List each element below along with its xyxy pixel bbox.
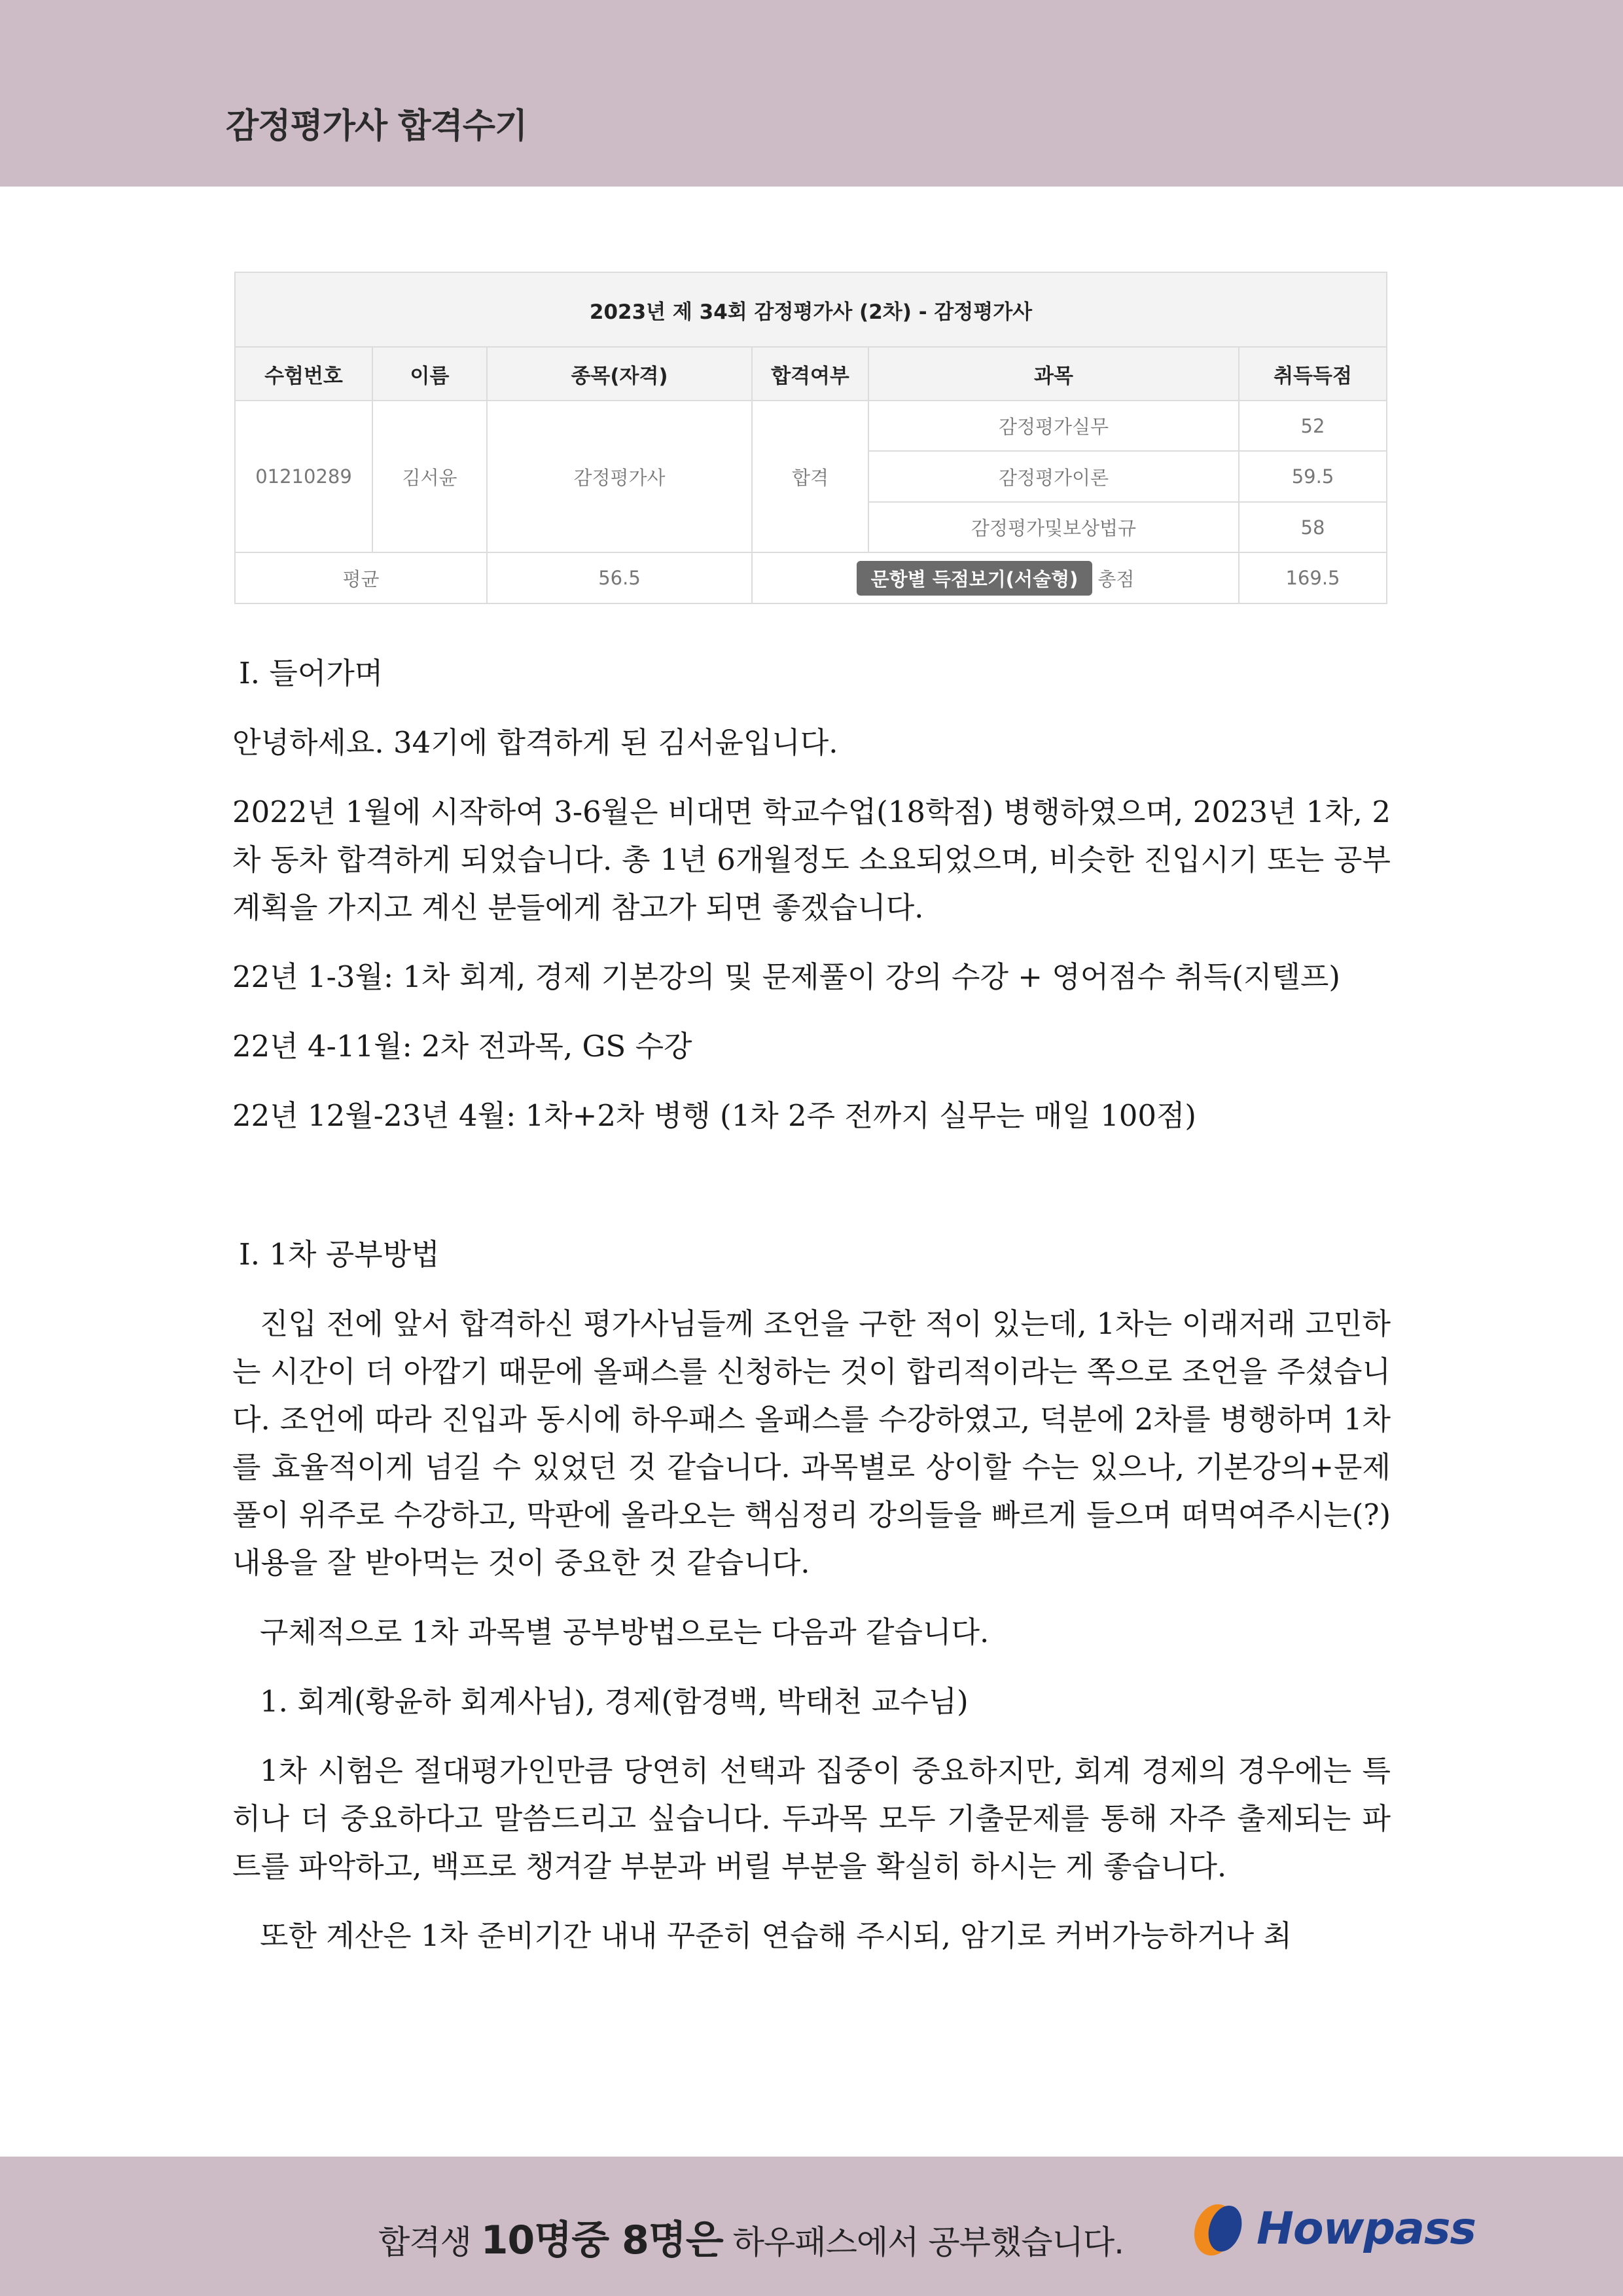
exam-category: 감정평가사: [487, 401, 752, 553]
howpass-logo[interactable]: [1186, 2196, 1476, 2261]
list-item: 1. 회계(황윤하 회계사님), 경제(함경백, 박태천 교수님): [260, 1684, 969, 1719]
subject-name: 감정평가이론: [868, 451, 1239, 502]
result-table: [234, 272, 1387, 604]
logo-wordmark: Howpass: [1257, 2202, 1476, 2255]
paragraph: 구체적으로 1차 과목별 공부방법으로는 다음과 같습니다.: [260, 1615, 990, 1649]
total-value: 169.5: [1239, 552, 1387, 603]
subject-score: 52: [1239, 401, 1387, 452]
subject-score: 58: [1239, 502, 1387, 553]
average-value: 56.5: [487, 552, 752, 603]
section-heading: Ⅰ. 1차 공부방법: [239, 1237, 440, 1272]
subject-name: 감정평가실무: [868, 401, 1239, 452]
paragraph: 22년 1-3월: 1차 회계, 경제 기본강의 및 문제풀이 강의 수강 + 영어점수 취득(지텔프): [232, 960, 1340, 994]
footer-slogan-part: 합격생: [378, 2223, 481, 2261]
column-header: 과목: [868, 347, 1239, 401]
paragraph: 또한 계산은 1차 준비기간 내내 꾸준히 연습해 주시되, 암기로 커버가능하거나 최: [260, 1918, 1293, 1953]
column-header: 합격여부: [752, 347, 868, 401]
paragraph: 진입 전에 앞서 합격하신 평가사님들께 조언을 구한 적이 있는데, 1차는 이래저래 고민하는 시간이 더 아깝기 때문에 올패스를 신청하는 것이 합리적이라는 쪽으로 조언을 주셨습니다. 조언에 따라 진입과 동시에 하우패스 올패스를 수강하였고, 덕분에 2차를 병행하며 1차를 효율적이게 넘길 수 있었던 것 같습니다. 과목별로 상이할 수는 있으나, 기본강의+문제풀이 위주로 수강하고, 막판에 올라오는 핵심정리 강의들을 빠르게 들으며 떠먹여주시는(?) 내용을 잘 받아먹는 것이 중요한 것 같습니다.: [232, 1306, 1391, 1580]
paragraph: 22년 12월-23년 4월: 1차+2차 병행 (1차 2주 전까지 실무는 매일 100점): [232, 1098, 1196, 1133]
total-label: 총점: [1097, 567, 1135, 590]
footer-slogan-part: 하우패스에서 공부했습니다.: [722, 2223, 1124, 2261]
paragraph: 1차 시험은 절대평가인만큼 당연히 선택과 집중이 중요하지만, 회계 경제의 경우에는 특히나 더 중요하다고 말씀드리고 싶습니다. 두과목 모두 기출문제를 통해 자주 출제되는 파트를 파악하고, 백프로 챙겨갈 부분과 버릴 부분을 확실히 하시는 게 좋습니다.: [232, 1753, 1391, 1884]
paragraph: 22년 4-11월: 2차 전과목, GS 수강: [232, 1029, 692, 1064]
article-body: [232, 649, 1391, 1981]
footer-slogan-emphasis: 10명중 8명은: [480, 2217, 723, 2263]
footer-slogan: [378, 2209, 1124, 2265]
column-header: 수험번호: [235, 347, 372, 401]
score-detail-button[interactable]: 문항별 득점보기(서술형): [857, 561, 1093, 596]
column-header: 취득득점: [1239, 347, 1387, 401]
spacer: [232, 1161, 1391, 1230]
average-label: 평균: [235, 552, 487, 603]
header-band: [0, 0, 1623, 187]
candidate-name: 김서윤: [372, 401, 487, 553]
paragraph: 2022년 1월에 시작하여 3-6월은 비대면 학교수업(18학점) 병행하였으며, 2023년 1차, 2차 동차 합격하게 되었습니다. 총 1년 6개월정도 소요되었으며, 비슷한 진입시기 또는 공부계획을 가지고 계신 분들에게 참고가 되면 좋겠습니다.: [232, 795, 1391, 925]
column-header: 종목(자격): [487, 347, 752, 401]
section-heading: Ⅰ. 들어가며: [239, 656, 383, 691]
exam-number: 01210289: [235, 401, 372, 553]
subject-name: 감정평가및보상법규: [868, 502, 1239, 553]
page-title: 감정평가사 합격수기: [226, 107, 527, 146]
howpass-logo-icon: [1186, 2196, 1251, 2261]
column-header: 이름: [372, 347, 487, 401]
table-title: 2023년 제 34회 감정평가사 (2차) - 감정평가사: [235, 272, 1387, 347]
paragraph: 안녕하세요. 34기에 합격하게 된 김서윤입니다.: [232, 725, 838, 760]
pass-status: 합격: [752, 401, 868, 553]
subject-score: 59.5: [1239, 451, 1387, 502]
score-detail-cell: [752, 552, 1239, 603]
